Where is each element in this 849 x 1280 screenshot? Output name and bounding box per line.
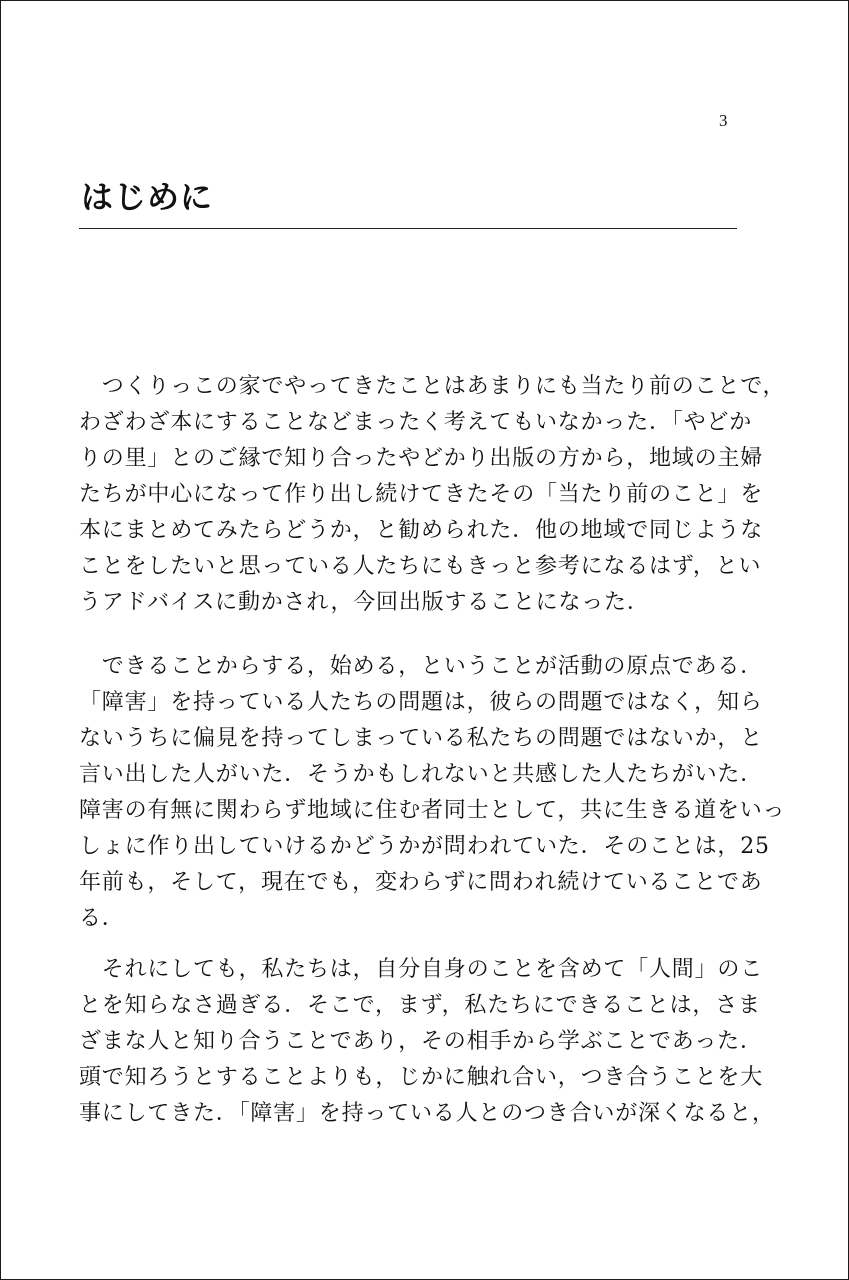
- paragraph-line: ことをしたいと思っている人たちにもきっと参考になるはず，とい: [79, 554, 762, 579]
- paragraph-line: わざわざ本にすることなどまったく考えてもいなかった．「やどか: [79, 410, 753, 435]
- page-number: 3: [719, 111, 728, 130]
- paragraph-line: 障害の有無に関わらず地域に住む者同士として，共に生きる道をいっ: [79, 798, 786, 823]
- paragraph-line: たちが中心になって作り出し続けてきたその「当たり前のこと」を: [79, 482, 764, 507]
- paragraph-line: 言い出した人がいた．そうかもしれないと共感した人たちがいた．: [79, 762, 764, 787]
- paragraph-line: 頭で知ろうとすることよりも，じかに触れ合い，つき合うことを大: [79, 1065, 764, 1090]
- paragraph-line: つくりっこの家でやってきたことはあまりにも当たり前のことで，: [79, 374, 786, 399]
- paragraph-line: うアドバイスに動かされ，今回出版することになった．: [79, 590, 650, 615]
- paragraph-line: りの里」とのご縁で知り合ったやどかり出版の方から，地域の主婦: [79, 446, 764, 471]
- paragraph-line: る．: [79, 906, 125, 931]
- paragraph-line: それにしても，私たちは，自分自身のことを含めて「人間」のこ: [79, 957, 764, 982]
- paragraph-line: しょに作り出していけるかどうかが問われていた．そのことは，25: [79, 834, 770, 859]
- paragraph-line: 事にしてきた．「障害」を持っている人とのつき合いが深くなると，: [79, 1101, 775, 1126]
- paragraph-line: 「障害」を持っている人たちの問題は，彼らの問題ではなく，知ら: [79, 690, 763, 715]
- paragraph-line: 年前も，そして，現在でも，変わらずに問われ続けていることであ: [79, 870, 763, 895]
- paragraph-3: [79, 952, 775, 1132]
- title-underline: [79, 228, 737, 229]
- paragraph-line: ないうちに偏見を持ってしまっている私たちの問題ではないか，と: [79, 726, 764, 751]
- paragraph-line: ざまな人と知り合うことであり，その相手から学ぶことであった．: [79, 1029, 763, 1054]
- paragraph-line: とを知らなさ過ぎる．そこで，まず，私たちにできることは，さま: [79, 993, 761, 1018]
- paragraph-1: [79, 369, 786, 621]
- paragraph-line: できることからする，始める，ということが活動の原点である．: [79, 654, 764, 679]
- paragraph-2: [79, 649, 786, 937]
- paragraph-line: 本にまとめてみたらどうか，と勧められた．他の地域で同じような: [79, 518, 764, 543]
- chapter-title: はじめに: [81, 178, 214, 216]
